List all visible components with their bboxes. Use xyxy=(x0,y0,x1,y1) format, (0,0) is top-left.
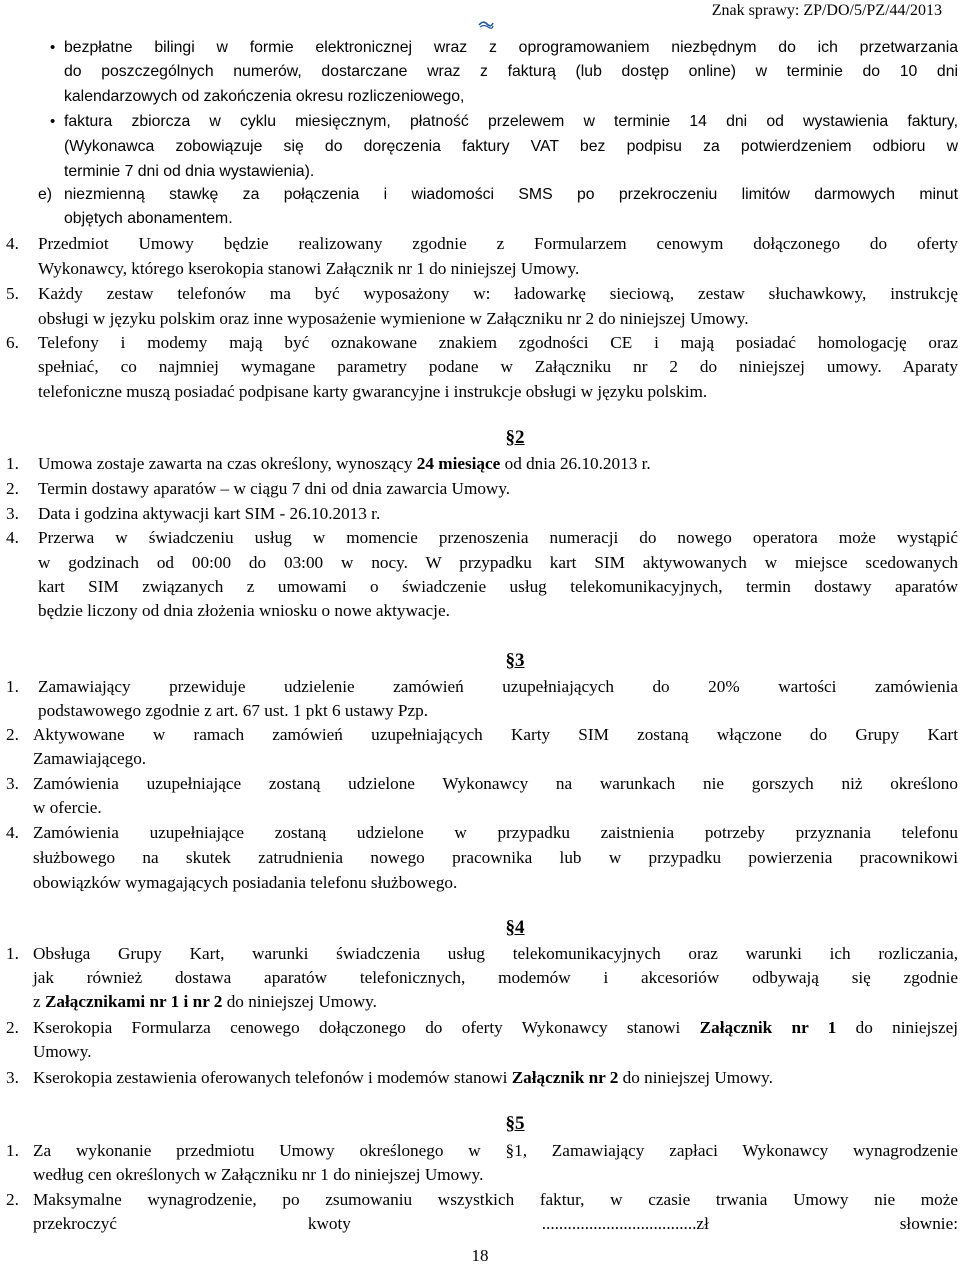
text-line: Umowa zostaje zawarta na czas określony, wynoszący 24 miesiące od dnia 26.10.2013 r. xyxy=(38,454,651,473)
text-line: telefoniczne muszą posiadać podpisane karty gwarancyjne i instrukcje obsługi w języku polskim. xyxy=(38,382,708,401)
text-line: według cen określonych w Załączniku nr 1 do niniejszej Umowy. xyxy=(33,1165,484,1184)
text-line: Zamówienia uzupełniające zostaną udzielone Wykonawcy na warunkach nie gorszych niż określono xyxy=(33,774,958,793)
text-line: Zamawiającego. xyxy=(33,749,147,768)
text-line: niezmienną stawkę za połączenia i wiadomości SMS po przekroczeniu limitów darmowych minut xyxy=(64,186,958,203)
text-line: do poszczególnych numerów, dostarczane wraz z fakturą (lub dostęp online) w terminie do 10 dni xyxy=(64,63,958,80)
item-number: 2. xyxy=(6,725,19,744)
section-heading: §4 xyxy=(505,917,525,938)
text-line: spełniać, co najmniej wymagane parametry podane w Załączniku nr 2 do niniejszej umowy. Aparaty xyxy=(38,357,958,376)
item-number: 3. xyxy=(6,1068,19,1087)
text-line: (Wykonawca zobowiązuje się do doręczenia faktury VAT bez podpisu za potwierdzeniem odbioru w xyxy=(64,138,958,155)
logo-icon xyxy=(478,19,494,29)
text-line: Umowy. xyxy=(33,1042,92,1061)
text-line: służbowego na skutek zatrudnienia nowego pracownika lub w przypadku powierzenia pracownikowi xyxy=(33,848,958,867)
item-number: 2. xyxy=(6,479,19,498)
section-heading: §5 xyxy=(505,1113,525,1134)
case-reference: Znak sprawy: ZP/DO/5/PZ/44/2013 xyxy=(711,2,942,19)
text-line: kalendarzowych od zakończenia okresu rozliczeniowego, xyxy=(64,88,465,105)
bullet-marker: • xyxy=(50,39,56,56)
item-number: 3. xyxy=(6,504,19,523)
item-number: 1. xyxy=(6,1141,19,1160)
text-line: Wykonawcy, którego kserokopia stanowi Załącznik nr 1 do niniejszej Umowy. xyxy=(38,259,580,278)
text-line: Maksymalne wynagrodzenie, po zsumowaniu wszystkich faktur, w czasie trwania Umowy nie może xyxy=(33,1190,958,1209)
item-number: 2. xyxy=(6,1018,19,1037)
text-line: terminie 7 dni od dnia wystawienia). xyxy=(64,163,315,180)
text-line: obsługi w języku polskim oraz inne wyposażenie wymienione w Załączniku nr 2 do niniejszej Umowy. xyxy=(38,309,749,328)
text-line: Każdy zestaw telefonów ma być wyposażony w: ładowarkę sieciową, zestaw słuchawkowy, instrukcję xyxy=(38,284,958,303)
text-line: Telefony i modemy mają być oznakowane znakiem zgodności CE i mają posiadać homologację oraz xyxy=(38,333,958,352)
page-number: 18 xyxy=(471,1246,489,1265)
text-line: w godzinach od 00:00 do 03:00 w nocy. W przypadku kart SIM aktywowanych w miejsce scedowanych xyxy=(38,553,958,572)
text-line: Termin dostawy aparatów – w ciągu 7 dni od dnia zawarcia Umowy. xyxy=(38,479,511,498)
text-line: Przerwa w świadczeniu usług w momencie przenoszenia numeracji do nowego operatora może wystąpić xyxy=(38,528,958,547)
text-line: Data i godzina aktywacji kart SIM - 26.10.2013 r. xyxy=(38,504,381,523)
section-heading: §2 xyxy=(505,427,525,448)
text-line: w ofercie. xyxy=(33,798,102,817)
section-heading: §3 xyxy=(505,650,525,671)
text-line: Zamawiający przewiduje udzielenie zamówień uzupełniających do 20% wartości zamówienia xyxy=(38,677,958,696)
text-line: podstawowego zgodnie z art. 67 ust. 1 pkt 6 ustawy Pzp. xyxy=(38,701,429,720)
text-line: z Załącznikami nr 1 i nr 2 do niniejszej Umowy. xyxy=(33,992,377,1011)
item-number: 1. xyxy=(6,454,19,473)
bullet-marker: • xyxy=(50,113,56,130)
item-number: 4. xyxy=(6,823,19,842)
text-line: kart SIM związanych z umowami o świadczenie usług telekomunikacyjnych, termin dostawy aparatów xyxy=(38,577,958,596)
text-line: będzie liczony od dnia złożenia wniosku o nowe aktywacje. xyxy=(38,601,450,620)
text-line: objętych abonamentem. xyxy=(64,210,233,227)
text-line: Kserokopia Formularza cenowego dołączonego do oferty Wykonawcy stanowi Załącznik nr 1 do niniejszej xyxy=(33,1018,958,1037)
text-line: Kserokopia zestawienia oferowanych telefonów i modemów stanowi Załącznik nr 2 do niniejszej Umowy. xyxy=(33,1068,773,1087)
text-line: Aktywowane w ramach zamówień uzupełniających Karty SIM zostaną włączone do Grupy Kart xyxy=(33,725,958,744)
text-line: jak również dostawa aparatów telefonicznych, modemów i akcesoriów odbywają się zgodnie xyxy=(33,968,958,987)
item-number: 1. xyxy=(6,944,19,963)
item-number: 4. xyxy=(6,528,19,547)
text-line: faktura zbiorcza w cyklu miesięcznym, płatność przelewem w terminie 14 dni od wystawienia faktury, xyxy=(64,113,958,130)
item-number: 1. xyxy=(6,677,19,696)
item-number: 3. xyxy=(6,774,19,793)
text-line: Zamówienia uzupełniające zostaną udzielone w przypadku zaistnienia potrzeby przyznania telefonu xyxy=(33,823,958,842)
text-line: obowiązków wymagających posiadania telefonu służbowego. xyxy=(33,873,458,892)
item-number: 5. xyxy=(6,284,19,303)
text-line: Za wykonanie przedmiotu Umowy określonego w §1, Zamawiający zapłaci Wykonawcy wynagrodzenie xyxy=(33,1141,958,1160)
text-line: bezpłatne bilingi w formie elektronicznej wraz z oprogramowaniem niezbędnym do ich przetwarzania xyxy=(64,39,958,56)
item-marker: e) xyxy=(38,186,53,203)
item-number: 6. xyxy=(6,333,19,352)
text-line: przekroczyć kwoty ....................................zł słownie: xyxy=(33,1214,958,1233)
item-number: 2. xyxy=(6,1190,19,1209)
text-line: Obsługa Grupy Kart, warunki świadczenia usług telekomunikacyjnych oraz warunki ich rozliczania, xyxy=(33,944,958,963)
text-line: Przedmiot Umowy będzie realizowany zgodnie z Formularzem cenowym dołączonego do oferty xyxy=(38,234,958,253)
item-number: 4. xyxy=(6,234,19,253)
